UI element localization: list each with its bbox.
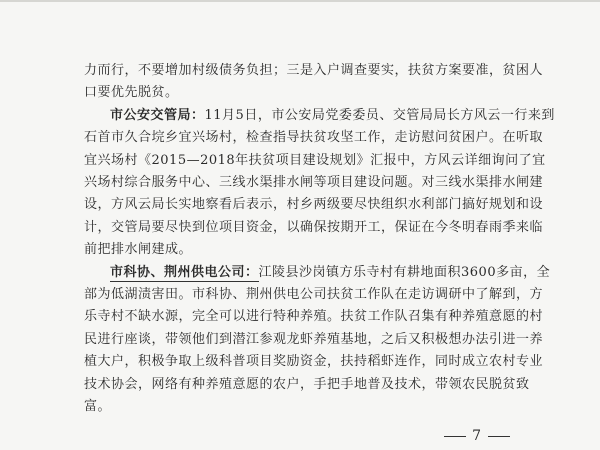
dash-left xyxy=(444,436,466,437)
paragraph-text: 11月5日，市公安局党委委员、交管局局长方风云一行来到石首市久合垸乡宜兴场村，检查指导扶贫攻坚工作，走访慰问贫困户。在听取宜兴场村《2015—2018年扶贫项目建设规划》汇报中，方风云详细询问了宜兴场村综合服务中心、三线水渠排水闸等项目建设问题。对三线水渠排水闸建设，方风云局长实地察看后表示，村乡两级要尽快组织水利部门搞好规划和设计，交管局要尽快到位项目资金，以确保按期开工，保证在今冬明春雨季来临前把排水闸建成。 xyxy=(84,107,555,258)
top-border xyxy=(0,0,600,2)
page-footer xyxy=(438,428,516,444)
paragraph-continuation xyxy=(84,60,556,105)
section-heading: 市科协、荆州供电公司： xyxy=(110,264,259,280)
page-number: 7 xyxy=(472,428,482,444)
section-heading: 市公安交管局： xyxy=(110,107,205,123)
paragraph-section-police xyxy=(84,105,556,262)
dash-right xyxy=(488,436,510,437)
paragraph-text: 江陵县沙岗镇方乐寺村有耕地面积3600多亩，全部为低湖渍害田。市科协、荆州供电公司扶贫工作队在走访调研中了解到，方乐寺村不缺水源，完全可以进行特种养殖。扶贫工作队召集有种养殖意愿的村民进行座谈，带领他们到潜江参观龙虾养殖基地，之后又积极想办法引进一养植大户，积极争取上级科普项目奖励资金，扶持稻虾连作，同时成立农村专业技术协会，网络有种养殖意愿的农户，手把手地普及技术，带领农民脱贫致富。 xyxy=(84,264,551,415)
body-text xyxy=(84,60,556,419)
paragraph-text: 力而行，不要增加村级债务负担；三是入户调查要实，扶贫方案要准，贫困人口要优先脱贫。 xyxy=(84,63,544,101)
paragraph-section-science xyxy=(84,262,556,419)
